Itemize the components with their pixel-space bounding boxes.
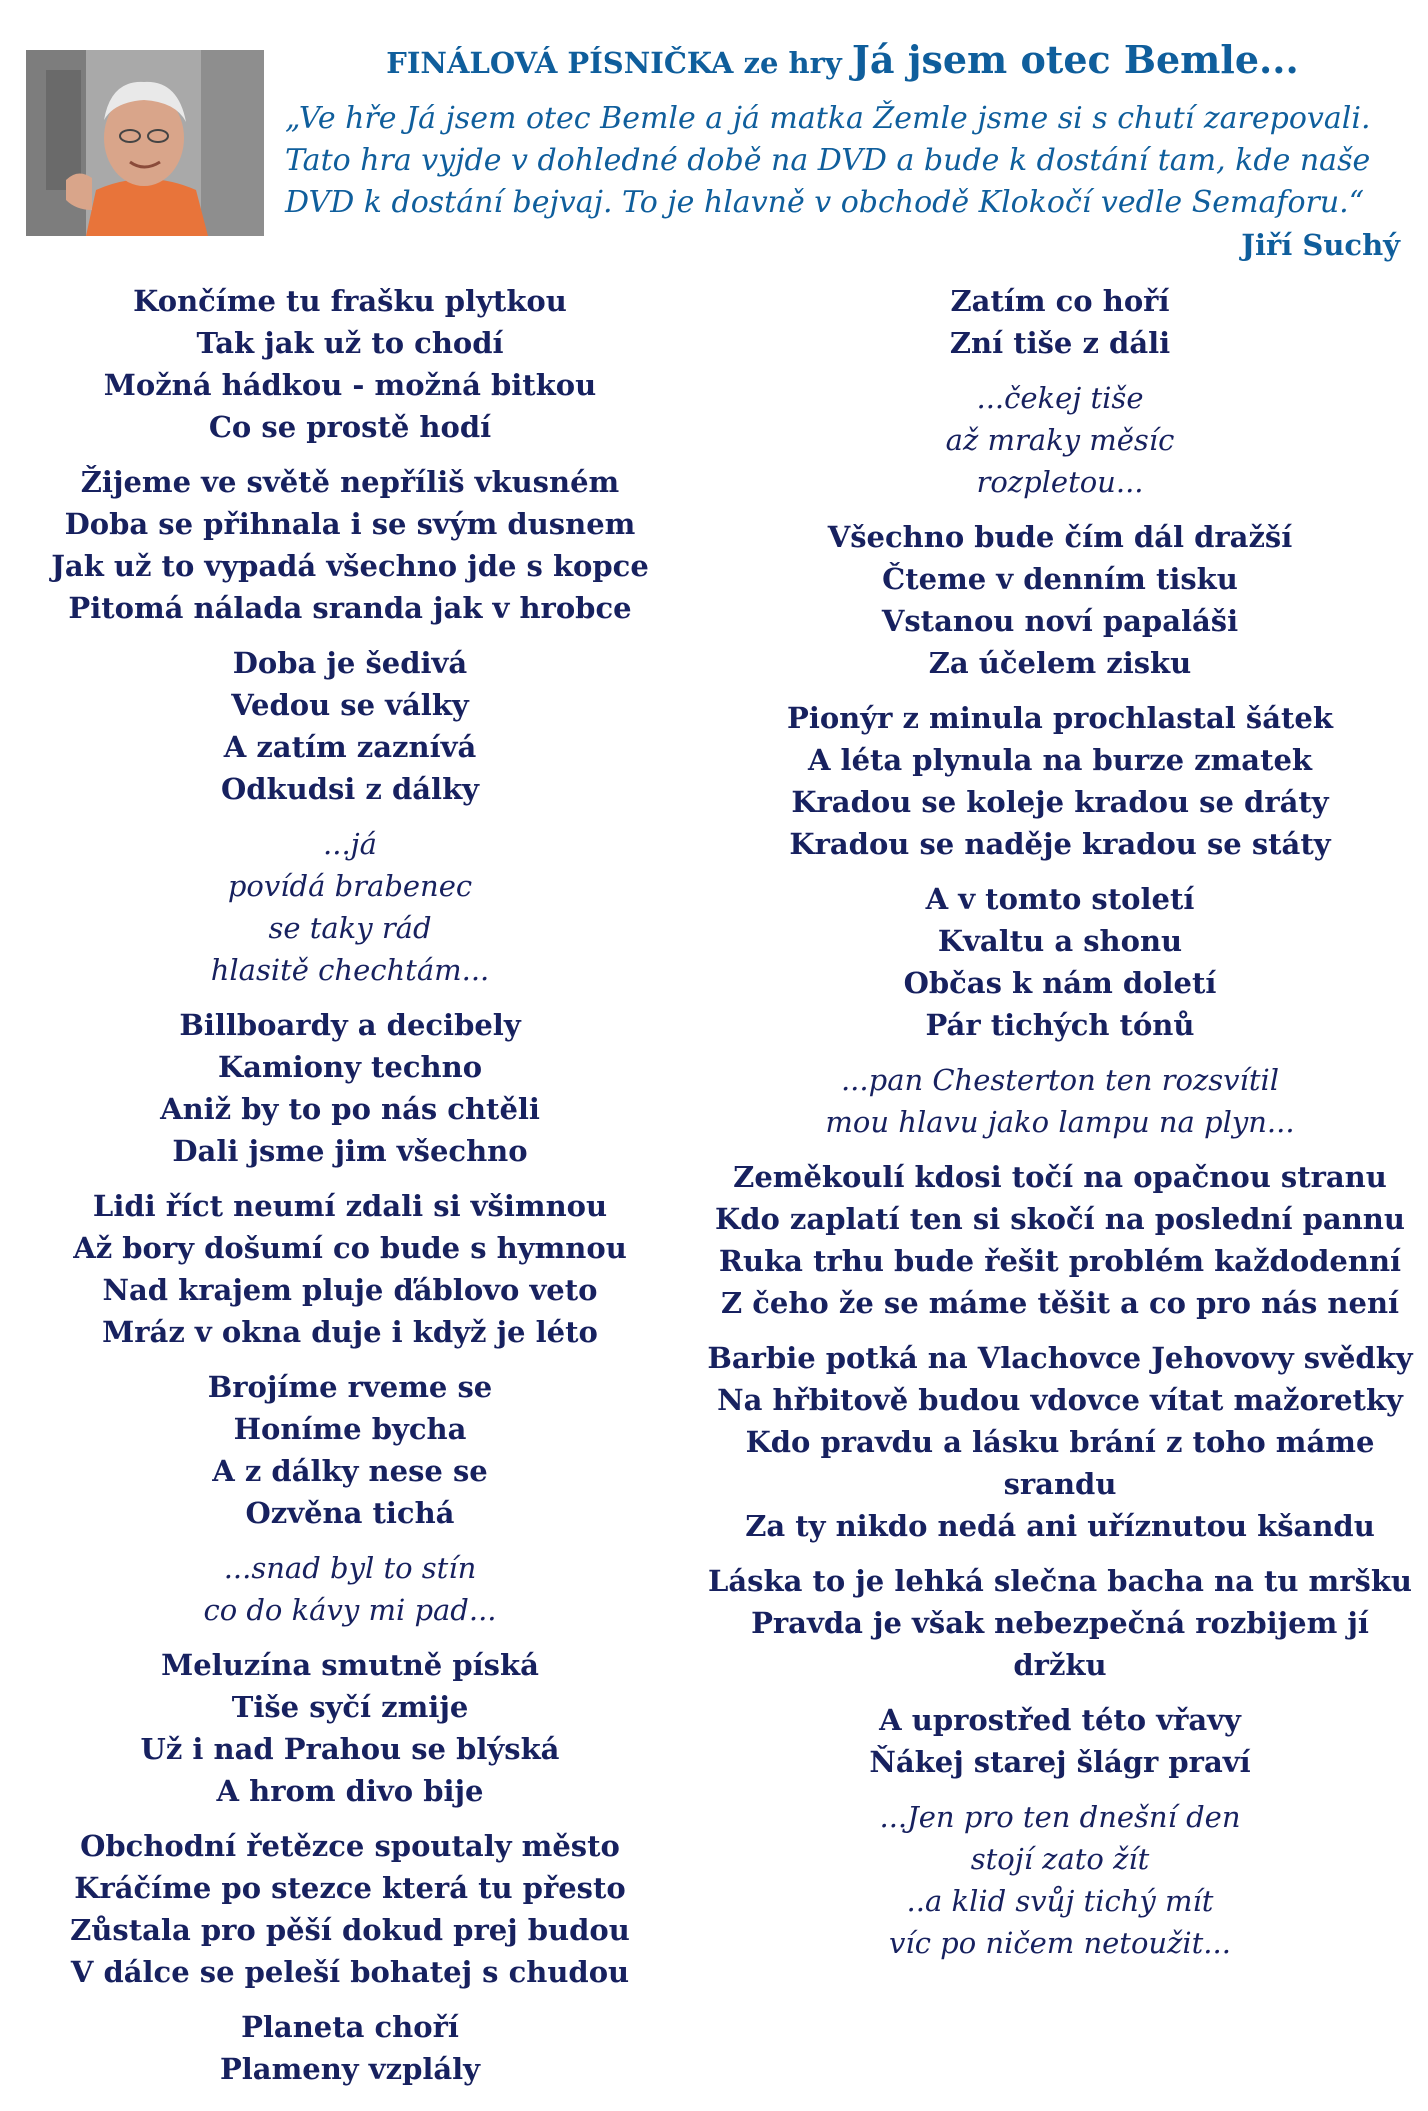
lyric-line: Kamiony techno [217, 1050, 483, 1084]
stanza [705, 878, 1415, 1046]
lyric-line: ...čekej tiše [976, 381, 1144, 415]
lyric-line: rozpletou... [976, 465, 1144, 499]
stanza [20, 823, 680, 991]
lyric-line: V dálce se peleší bohatej s chudou [70, 1955, 630, 1989]
lyric-line: hlasitě chechtám... [210, 953, 490, 987]
stanza [20, 642, 680, 810]
lyric-line: Vedou se války [231, 688, 469, 722]
stanza [20, 1825, 680, 1993]
lyric-line: Meluzína smutně píská [161, 1648, 539, 1682]
stanza [20, 1644, 680, 1812]
lyric-line: Žijeme ve světě nepříliš vkusném [80, 465, 620, 499]
lyric-line: Ňákej starej šlágr praví [869, 1745, 1251, 1779]
stanza [20, 2006, 680, 2090]
lyric-line: Doba se přihnala i se svým dusnem [64, 507, 636, 541]
lyric-line: co do kávy mi pad... [203, 1593, 497, 1627]
lyric-line: Obchodní řetězce spoutaly město [80, 1829, 620, 1863]
lyric-line: A v tomto století [925, 882, 1195, 916]
lyric-line: Vstanou noví papaláši [881, 604, 1239, 638]
stanza [20, 1366, 680, 1534]
lyric-line: stojí zato žít [970, 1842, 1150, 1876]
stanza [705, 1699, 1415, 1783]
lyrics-left-column [20, 280, 680, 2103]
lyric-line: Kdo zaplatí ten si skočí na poslední pannu [715, 1202, 1405, 1236]
lyric-line: Doba je šedivá [232, 646, 468, 680]
lyric-line: Kdo pravdu a lásku brání z toho máme srandu [745, 1425, 1375, 1501]
lyric-line: Tak jak už to chodí [196, 326, 504, 360]
lyrics-right-column [705, 280, 1415, 1977]
lyric-line: Kráčíme po stezce která tu přesto [74, 1871, 626, 1905]
lyric-line: A z dálky nese se [212, 1454, 488, 1488]
author-name: Jiří Suchý [1241, 228, 1400, 262]
lyric-line: Barbie potká na Vlachovce Jehovovy svědky [707, 1341, 1413, 1375]
stanza [705, 516, 1415, 684]
title-prefix: FINÁLOVÁ PÍSNIČKA ze hry [386, 46, 852, 80]
stanza [705, 280, 1415, 364]
stanza [20, 1185, 680, 1353]
lyric-line: se taky rád [268, 911, 432, 945]
title-play: Já jsem otec Bemle... [851, 37, 1299, 82]
lyric-line: Ruka trhu bude řešit problém každodenní [718, 1244, 1402, 1278]
lyric-line: Končíme tu frašku plytkou [133, 284, 567, 318]
lyric-line: Pitomá nálada sranda jak v hrobce [68, 591, 632, 625]
stanza [705, 1059, 1415, 1143]
lyric-line: Na hřbitově budou vdovce vítat mažoretky [717, 1383, 1403, 1417]
lyric-line: Planeta choří [241, 2010, 459, 2044]
lyric-line: Pravda je však nebezpečná rozbijem jí držku [751, 1606, 1369, 1682]
author-photo [26, 50, 264, 236]
lyric-line: Kradou se koleje kradou se dráty [791, 785, 1329, 819]
lyric-line: Za účelem zisku [928, 646, 1192, 680]
lyric-line: ...já [323, 827, 377, 861]
lyric-line: Aniž by to po nás chtěli [160, 1092, 540, 1126]
lyric-line: Dali jsme jim všechno [172, 1134, 528, 1168]
lyric-line: Zatím co hoří [950, 284, 1170, 318]
lyric-line: Co se prostě hodí [208, 410, 492, 444]
stanza [705, 1156, 1415, 1324]
lyric-line: Tiše syčí zmije [231, 1690, 469, 1724]
lyric-line: Kradou se naděje kradou se státy [789, 827, 1331, 861]
lyric-line: Billboardy a decibely [179, 1008, 521, 1042]
lyric-line: Jak už to vypadá všechno jde s kopce [51, 549, 649, 583]
lyric-line: Možná hádkou - možná bitkou [103, 368, 597, 402]
stanza [20, 280, 680, 448]
lyric-line: Až bory došumí co bude s hymnou [73, 1231, 627, 1265]
lyric-line: Lidi říct neumí zdali si všimnou [92, 1189, 608, 1223]
lyric-line: Zeměkoulí kdosi točí na opačnou stranu [733, 1160, 1387, 1194]
stanza [20, 1547, 680, 1631]
lyric-line: A uprostřed této vřavy [879, 1703, 1241, 1737]
lyric-line: Pár tichých tónů [925, 1008, 1195, 1042]
portrait-illustration [26, 50, 264, 236]
lyric-line: Plameny vzplály [219, 2052, 481, 2086]
lyric-line: A hrom divo bije [216, 1774, 484, 1808]
lyric-line: Mráz v okna duje i když je léto [102, 1315, 598, 1349]
lyric-line: Z čeho že se máme těšit a co pro nás není [720, 1286, 1400, 1320]
lyric-line: A zatím zaznívá [223, 730, 477, 764]
lyric-line: Zůstala pro pěší dokud prej budou [70, 1913, 630, 1947]
lyric-line: Všechno bude čím dál dražší [827, 520, 1293, 554]
lyric-line: Už i nad Prahou se blýská [140, 1732, 560, 1766]
lyric-line: Ozvěna tichá [245, 1496, 455, 1530]
stanza [705, 377, 1415, 503]
lyric-line: mou hlavu jako lampu na plyn... [825, 1105, 1295, 1139]
lyric-line: A léta plynula na burze zmatek [807, 743, 1313, 777]
lyric-line: víc po ničem netoužit... [889, 1926, 1231, 1960]
lyric-line: až mraky měsíc [945, 423, 1175, 457]
lyric-line: Honíme bycha [233, 1412, 467, 1446]
lyric-line: Nad krajem pluje ďáblovo veto [102, 1273, 598, 1307]
lyric-line: ..a klid svůj tichý mít [906, 1884, 1214, 1918]
lyric-line: Kvaltu a shonu [937, 924, 1183, 958]
stanza [20, 461, 680, 629]
stanza [705, 697, 1415, 865]
lyric-line: ...pan Chesterton ten rozsvítil [840, 1063, 1280, 1097]
stanza [705, 1337, 1415, 1547]
lyric-line: Odkudsi z dálky [220, 772, 480, 806]
lyric-line: Čteme v denním tisku [882, 562, 1238, 596]
header [285, 30, 1400, 266]
lyric-line: Občas k nám doletí [903, 966, 1217, 1000]
stanza [705, 1560, 1415, 1686]
stanza [705, 1796, 1415, 1964]
lyric-line: Láska to je lehká slečna bacha na tu mršku [707, 1564, 1413, 1598]
page-title [285, 30, 1400, 98]
lyric-line: povídá brabenec [227, 869, 473, 903]
lyric-line: Brojíme rveme se [207, 1370, 493, 1404]
lyric-line: ...Jen pro ten dnešní den [879, 1800, 1241, 1834]
stanza [20, 1004, 680, 1172]
intro-quote: „Ve hře Já jsem otec Bemle a já matka Žemle jsme si s chutí zarepovali. Tato hra vyjde v dohledné době na DVD a bude k dostání tam, kde naše DVD k dostání bejvaj. To je hlavně v obchodě Klokočí vedle Semaforu.“ [285, 101, 1371, 220]
lyric-line: Pionýr z minula prochlastal šátek [787, 701, 1333, 735]
lyric-line: Za ty nikdo nedá ani uříznutou kšandu [745, 1509, 1375, 1543]
lyric-line: Zní tiše z dáli [949, 326, 1171, 360]
lyric-line: ...snad byl to stín [223, 1551, 477, 1585]
